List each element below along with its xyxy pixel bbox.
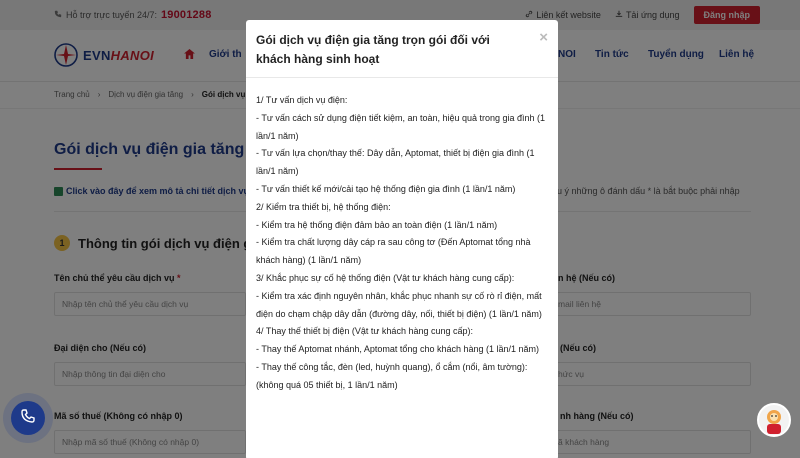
phone-call-icon: [20, 408, 36, 429]
modal-line: - Tư vấn lựa chọn/thay thế: Dây dẫn, Aptomat, thiết bị điện gia đình (1 lần/1 năm): [256, 148, 535, 177]
service-modal: [246, 20, 558, 458]
modal-line: 2/ Kiểm tra thiết bị, hệ thống điện:: [256, 201, 391, 212]
modal-line: - Kiểm tra chất lượng dây cáp ra sau công tơ (Đến Aptomat tổng nhà khách hàng) (1 lần/1 năm): [256, 237, 531, 266]
modal-line: - Kiểm tra hệ thống điện đảm bảo an toàn điện (1 lần/1 năm): [256, 219, 498, 230]
modal-body: [256, 92, 552, 395]
mascot-icon: [759, 405, 789, 435]
modal-line: - Kiểm tra xác định nguyên nhân, khắc phục nhanh sự cố rò rỉ điện, mất điện do chạm chập dây dẫn (đường dây, nối, thiết bị điện) (1 lần/1 năm): [256, 290, 542, 319]
modal-line: - Thay thế Aptomat nhánh, Aptomat tổng cho khách hàng (1 lần/1 năm): [256, 344, 540, 355]
chat-assistant-avatar[interactable]: [757, 403, 791, 437]
modal-line: - Thay thế công tắc, đèn (led, huỳnh quang), ổ cắm (nổi, âm tường): (không quá 05 thiết bị, 1 lần/1 năm): [256, 361, 528, 390]
call-button[interactable]: [11, 401, 45, 435]
close-icon[interactable]: ×: [539, 29, 548, 46]
modal-header: [246, 20, 558, 78]
modal-line: - Tư vấn cách sử dụng điện tiết kiệm, an toàn, hiệu quả trong gia đình (1 lần/1 năm): [256, 112, 546, 141]
modal-line: 3/ Khắc phục sự cố hệ thống điện (Vật tư khách hàng cung cấp):: [256, 272, 515, 283]
modal-line: 1/ Tư vấn dịch vụ điện:: [256, 95, 348, 105]
modal-line: 4/ Thay thế thiết bị điện (Vật tư khách hàng cung cấp):: [256, 326, 473, 337]
modal-line: - Tư vấn thiết kế mới/cải tạo hệ thống điện gia đình (1 lần/1 năm): [256, 183, 516, 194]
modal-title: Gói dịch vụ điện gia tăng trọn gói đối với khách hàng sinh hoạt: [256, 33, 490, 66]
